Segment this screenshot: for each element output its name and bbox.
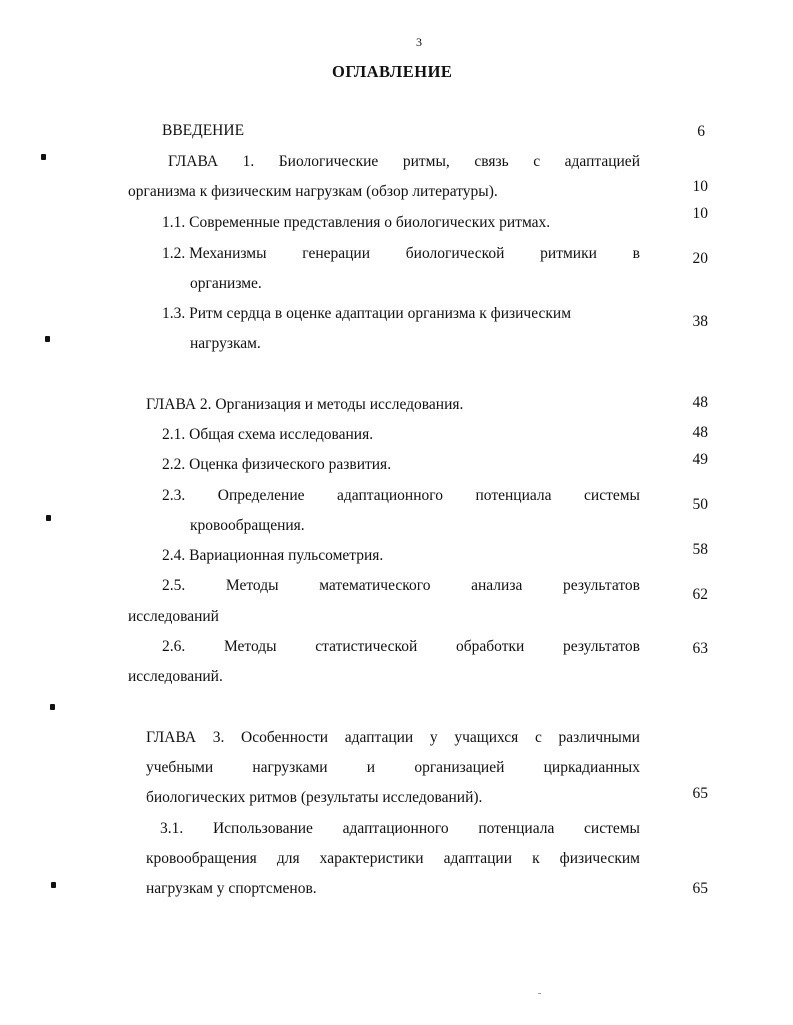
toc-entry-title-line: исследований. bbox=[128, 668, 223, 685]
word: генерации bbox=[302, 245, 371, 262]
toc-entry-title-line bbox=[146, 759, 640, 777]
toc-page-number: 38 bbox=[692, 313, 708, 330]
word: нагрузками bbox=[252, 759, 328, 776]
toc-page-number: 6 bbox=[697, 123, 705, 140]
word: учащихся bbox=[454, 729, 519, 746]
word: кровообращения bbox=[146, 850, 257, 867]
word: Определение bbox=[217, 487, 305, 504]
word: различными bbox=[558, 729, 640, 746]
toc-entry-title-line: исследований bbox=[128, 608, 219, 625]
toc-entry-title: 1.1. Современные представления о биологических ритмах. bbox=[162, 214, 551, 231]
toc-entry-title-line: кровообращения. bbox=[190, 517, 305, 534]
word: ГЛАВА bbox=[146, 729, 197, 746]
word: 2.6. bbox=[162, 638, 186, 655]
word: циркадианных bbox=[543, 759, 640, 776]
word: адаптации bbox=[443, 850, 513, 867]
toc-page-number: 63 bbox=[692, 640, 708, 657]
word: 1.2. Механизмы bbox=[162, 245, 267, 262]
word: Методы bbox=[223, 638, 277, 655]
word: анализа bbox=[471, 577, 523, 594]
word: для bbox=[276, 850, 300, 867]
page-number: 3 bbox=[416, 35, 422, 49]
word: 3.1. bbox=[160, 820, 184, 837]
toc-entry-title-line bbox=[162, 487, 640, 505]
toc-page-number: 65 bbox=[692, 880, 708, 897]
word: потенциала bbox=[478, 820, 555, 837]
word: физическим bbox=[559, 850, 640, 867]
word: ритмы, bbox=[402, 153, 450, 170]
word: Использование bbox=[212, 820, 313, 837]
word: 2.5. bbox=[162, 577, 186, 594]
toc-entry-title-line bbox=[146, 729, 640, 747]
word: у bbox=[429, 729, 438, 746]
word: организацией bbox=[414, 759, 505, 776]
word: с bbox=[533, 153, 541, 170]
binding-hole-mark bbox=[41, 154, 46, 160]
toc-entry-title: 2.1. Общая схема исследования. bbox=[162, 426, 374, 443]
word: статистической bbox=[315, 638, 418, 655]
word: характеристики bbox=[319, 850, 424, 867]
toc-entry-title-line bbox=[160, 820, 640, 838]
toc-page-number: 49 bbox=[692, 451, 708, 468]
toc-entry-title-line bbox=[162, 245, 640, 263]
word: к bbox=[532, 850, 540, 867]
toc-entry-title-line: организме. bbox=[190, 275, 262, 292]
toc-entry-title-line: нагрузкам у спортсменов. bbox=[146, 880, 317, 897]
word: адаптации bbox=[344, 729, 414, 746]
toc-page-number: 65 bbox=[692, 785, 708, 802]
page-title: ОГЛАВЛЕНИЕ bbox=[332, 62, 453, 81]
word: ГЛАВА bbox=[168, 153, 219, 170]
toc-page-number: 20 bbox=[692, 250, 708, 267]
word: Биологические bbox=[278, 153, 379, 170]
toc-page-number: 48 bbox=[692, 394, 708, 411]
word: адаптационного bbox=[342, 820, 449, 837]
scan-speck bbox=[538, 993, 541, 994]
word: обработки bbox=[456, 638, 525, 655]
toc-entry-title-line bbox=[162, 577, 640, 595]
binding-hole-mark bbox=[45, 336, 50, 342]
toc-page-number: 10 bbox=[692, 178, 708, 195]
toc-entry-title-line: нагрузкам. bbox=[190, 335, 261, 352]
word: в bbox=[632, 245, 640, 262]
toc-entry-title-line bbox=[162, 638, 640, 656]
toc-entry-title: ГЛАВА 2. Организация и методы исследования. bbox=[146, 396, 464, 413]
toc-page-number: 48 bbox=[692, 424, 708, 441]
toc-page-number: 10 bbox=[692, 205, 708, 222]
toc-page-number: 58 bbox=[692, 541, 708, 558]
word: 1. bbox=[242, 153, 255, 170]
word: потенциала bbox=[475, 487, 552, 504]
binding-hole-mark bbox=[46, 515, 51, 521]
word: с bbox=[534, 729, 542, 746]
toc-page-number: 50 bbox=[692, 496, 708, 513]
word: адаптационного bbox=[337, 487, 443, 504]
word: учебными bbox=[146, 759, 214, 776]
toc-entry-title: 2.4. Вариационная пульсометрия. bbox=[162, 547, 384, 564]
toc-page-number: 62 bbox=[692, 586, 708, 603]
word: 2.3. bbox=[162, 487, 186, 504]
word: и bbox=[366, 759, 376, 776]
toc-entry-title-line: организма к физическим нагрузкам (обзор литературы). bbox=[128, 183, 498, 200]
binding-hole-mark bbox=[50, 704, 55, 710]
toc-entry-title-line bbox=[146, 850, 640, 868]
toc-entry-title-line: биологических ритмов (результаты исследований). bbox=[146, 789, 483, 806]
toc-entry-title: ВВЕДЕНИЕ bbox=[162, 122, 245, 139]
word: результатов bbox=[563, 638, 640, 655]
word: связь bbox=[474, 153, 509, 170]
word: результатов bbox=[563, 577, 640, 594]
word: ритмики bbox=[540, 245, 597, 262]
word: адаптацией bbox=[564, 153, 640, 170]
word: 3. bbox=[212, 729, 225, 746]
toc-entry-title: 2.2. Оценка физического развития. bbox=[162, 456, 392, 473]
word: системы bbox=[584, 820, 640, 837]
word: биологической bbox=[405, 245, 505, 262]
toc-entry-title-line bbox=[168, 153, 640, 171]
word: математического bbox=[319, 577, 431, 594]
toc-entry-title-line: 1.3. Ритм сердца в оценке адаптации организма к физическим bbox=[162, 305, 572, 322]
word: Методы bbox=[225, 577, 279, 594]
word: системы bbox=[584, 487, 640, 504]
binding-hole-mark bbox=[51, 882, 56, 888]
word: Особенности bbox=[241, 729, 329, 746]
